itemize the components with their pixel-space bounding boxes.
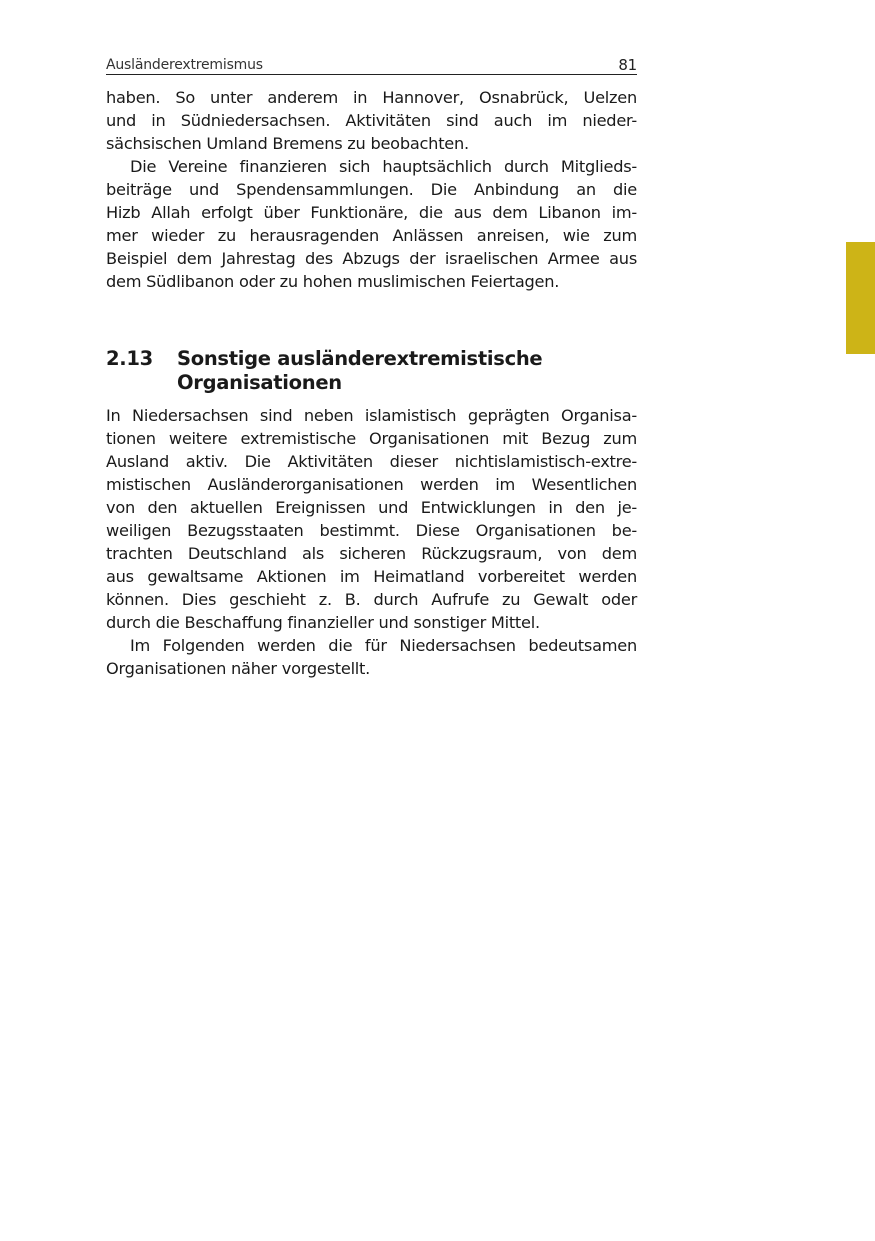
text-line: und in Südniedersachsen. Aktivitäten sind auch im nieder- <box>106 111 637 130</box>
page-number: 81 <box>618 56 637 74</box>
text-line: tionen weitere extremistische Organisationen mit Bezug zum <box>106 429 637 448</box>
text-line: weiligen Bezugsstaaten bestimmt. Diese Organisationen be- <box>106 521 637 540</box>
section-title-line: Sonstige ausländerextremistische <box>177 347 543 370</box>
paragraph <box>106 86 637 155</box>
body-text-after-section <box>106 404 637 680</box>
text-line: durch die Beschaffung finanzieller und sonstiger Mittel. <box>106 613 540 632</box>
text-line: aus gewaltsame Aktionen im Heimatland vorbereitet werden <box>106 567 637 586</box>
text-line: sächsischen Umland Bremens zu beobachten. <box>106 134 469 153</box>
text-line: Hizb Allah erfolgt über Funktionäre, die aus dem Libanon im- <box>106 203 637 222</box>
section-number: 2.13 <box>106 347 153 370</box>
chapter-thumb-tab <box>846 242 875 354</box>
paragraph <box>106 634 637 680</box>
text-line: mistischen Ausländerorganisationen werden im Wesentlichen <box>106 475 637 494</box>
text-line: Beispiel dem Jahrestag des Abzugs der israelischen Armee aus <box>106 249 637 268</box>
paragraph <box>106 155 637 293</box>
running-head-title: Ausländerextremismus <box>106 57 263 73</box>
text-line: beiträge und Spendensammlungen. Die Anbindung an die <box>106 180 637 199</box>
text-line: können. Dies geschieht z. B. durch Aufrufe zu Gewalt oder <box>106 590 637 609</box>
paragraph <box>106 404 637 634</box>
text-line: Im Folgenden werden die für Niedersachsen bedeutsamen <box>130 636 637 655</box>
text-line: Ausland aktiv. Die Aktivitäten dieser nichtislamistisch-extre- <box>106 452 637 471</box>
section-heading <box>106 347 637 395</box>
text-line: dem Südlibanon oder zu hohen muslimischen Feiertagen. <box>106 272 560 291</box>
section-title-line: Organisationen <box>177 371 342 394</box>
text-line: Organisationen näher vorgestellt. <box>106 659 371 678</box>
section-title <box>177 347 542 395</box>
running-head <box>106 52 637 75</box>
body-text-before-section <box>106 86 637 293</box>
text-line: trachten Deutschland als sicheren Rückzugsraum, von dem <box>106 544 637 563</box>
text-line: haben. So unter anderem in Hannover, Osnabrück, Uelzen <box>106 88 637 107</box>
text-line: mer wieder zu herausragenden Anlässen anreisen, wie zum <box>106 226 637 245</box>
text-line: Die Vereine finanzieren sich hauptsächlich durch Mitglieds- <box>130 157 637 176</box>
text-line: von den aktuellen Ereignissen und Entwicklungen in den je- <box>106 498 637 517</box>
text-line: In Niedersachsen sind neben islamistisch geprägten Organisa- <box>106 406 637 425</box>
